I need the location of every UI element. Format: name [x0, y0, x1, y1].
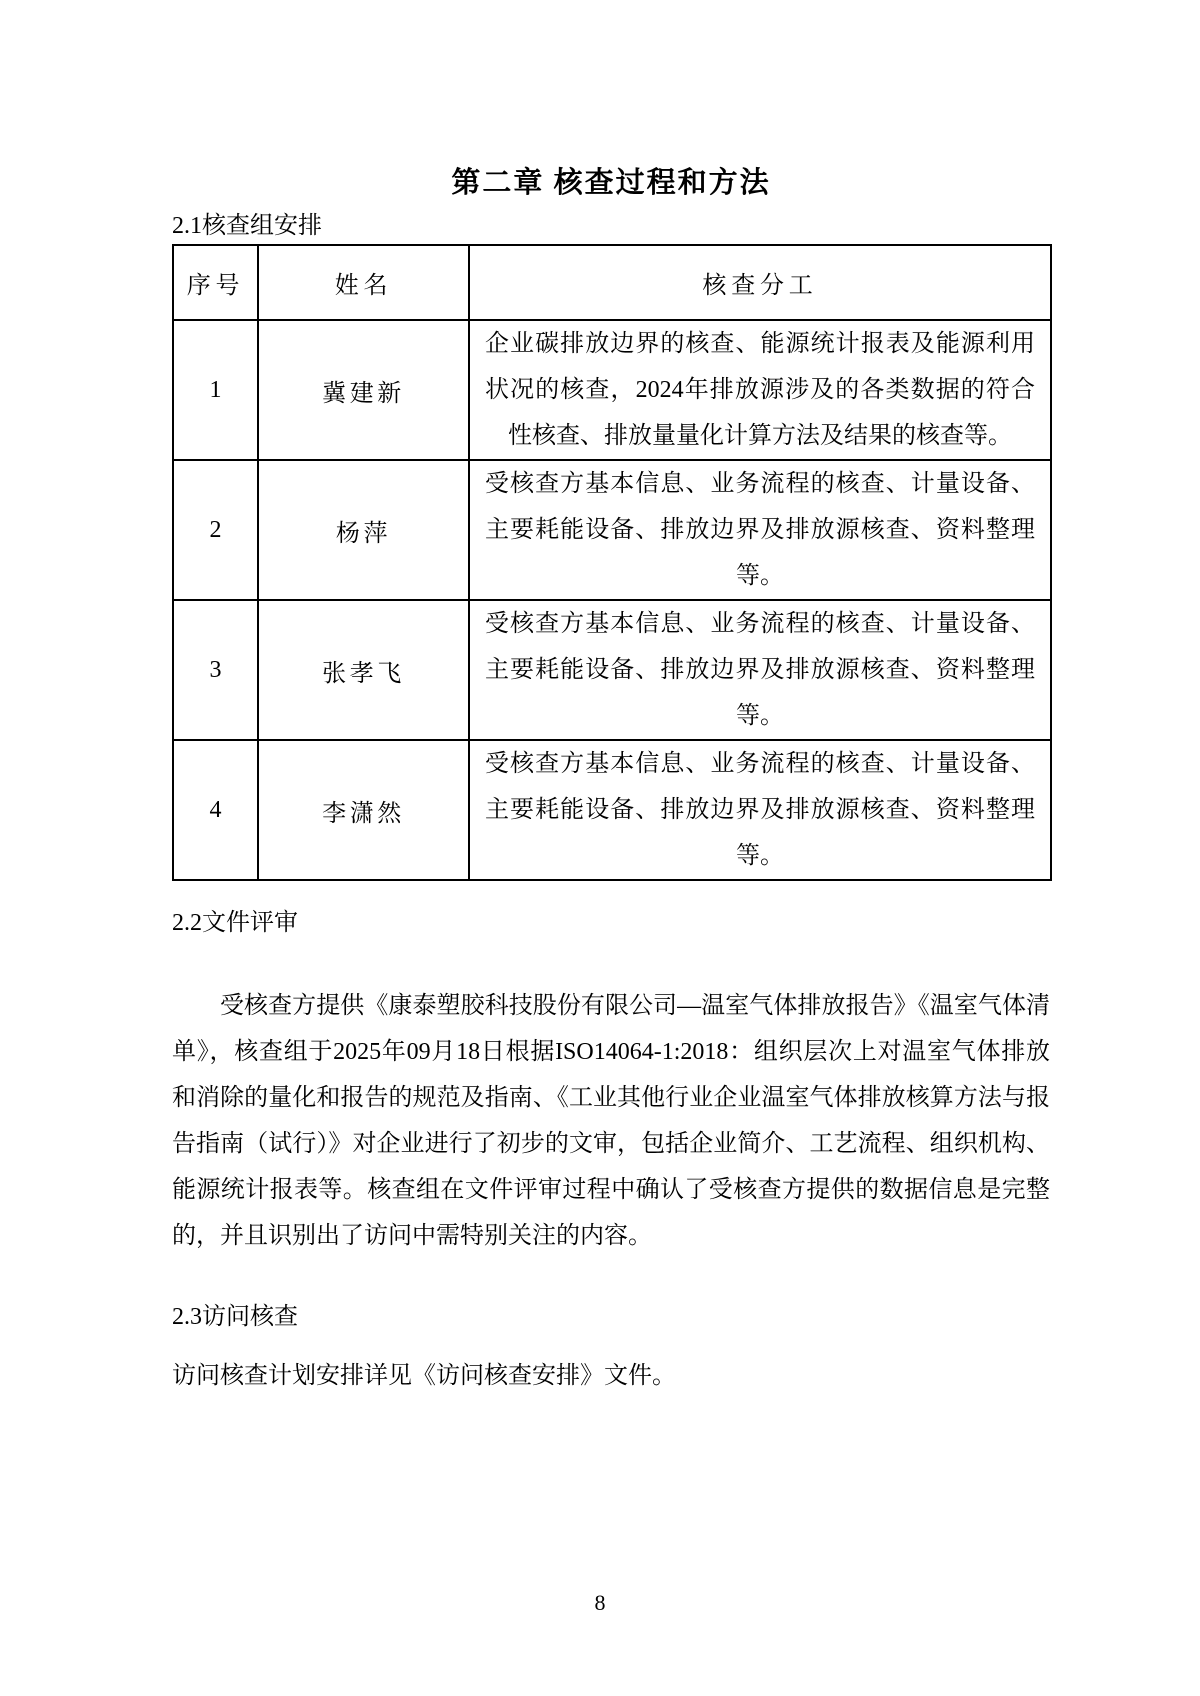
- table-header-row: [173, 245, 1051, 320]
- chapter-title: 第二章 核查过程和方法: [451, 167, 771, 199]
- table-row: [173, 600, 1051, 740]
- visit-verification-paragraph: 访问核查计划安排详见《访问核查安排》文件。: [172, 1363, 676, 1389]
- page-number: 8: [594, 1590, 606, 1615]
- cell-name: 李潇然: [258, 740, 469, 880]
- cell-serial: 4: [173, 740, 258, 880]
- page-content: [172, 0, 1050, 1399]
- verification-team-table: [172, 244, 1052, 881]
- cell-serial: 3: [173, 600, 258, 740]
- section-heading-2-3: 2.3访问核查: [172, 1304, 298, 1330]
- cell-name: 杨萍: [258, 460, 469, 600]
- cell-name: 张孝飞: [258, 600, 469, 740]
- cell-duty: 企业碳排放边界的核查、能源统计报表及能源利用状况的核查，2024年排放源涉及的各类数据的符合性核查、排放量量化计算方法及结果的核查等。: [469, 320, 1051, 460]
- table-row: [173, 460, 1051, 600]
- table-row: [173, 740, 1051, 880]
- header-cell-name: 姓名: [258, 245, 469, 320]
- section-heading-2-1: 2.1核查组安排: [172, 213, 322, 239]
- cell-duty: 受核查方基本信息、业务流程的核查、计量设备、主要耗能设备、排放边界及排放源核查、资料整理等。: [469, 740, 1051, 880]
- cell-serial: 1: [173, 320, 258, 460]
- header-cell-duty: 核查分工: [469, 245, 1051, 320]
- table-row: [173, 320, 1051, 460]
- document-review-paragraph: 受核查方提供《康泰塑胶科技股份有限公司—温室气体排放报告》《温室气体清单》，核查组于2025年09月18日根据ISO14064-1:2018：组织层次上对温室气体排放和消除的量化和报告的规范及指南、《工业其他行业企业温室气体排放核算方法与报告指南（试行）》对企业进行了初步的文审，包括企业简介、工艺流程、组织机构、能源统计报表等。核查组在文件评审过程中确认了受核查方提供的数据信息是完整的，并且识别出了访问中需特别关注的内容。: [172, 993, 1050, 1249]
- cell-serial: 2: [173, 460, 258, 600]
- cell-duty: 受核查方基本信息、业务流程的核查、计量设备、主要耗能设备、排放边界及排放源核查、资料整理等。: [469, 600, 1051, 740]
- section-heading-2-2: 2.2文件评审: [172, 910, 298, 936]
- cell-duty: 受核查方基本信息、业务流程的核查、计量设备、主要耗能设备、排放边界及排放源核查、资料整理等。: [469, 460, 1051, 600]
- cell-name: 冀建新: [258, 320, 469, 460]
- header-cell-serial: 序号: [173, 245, 258, 320]
